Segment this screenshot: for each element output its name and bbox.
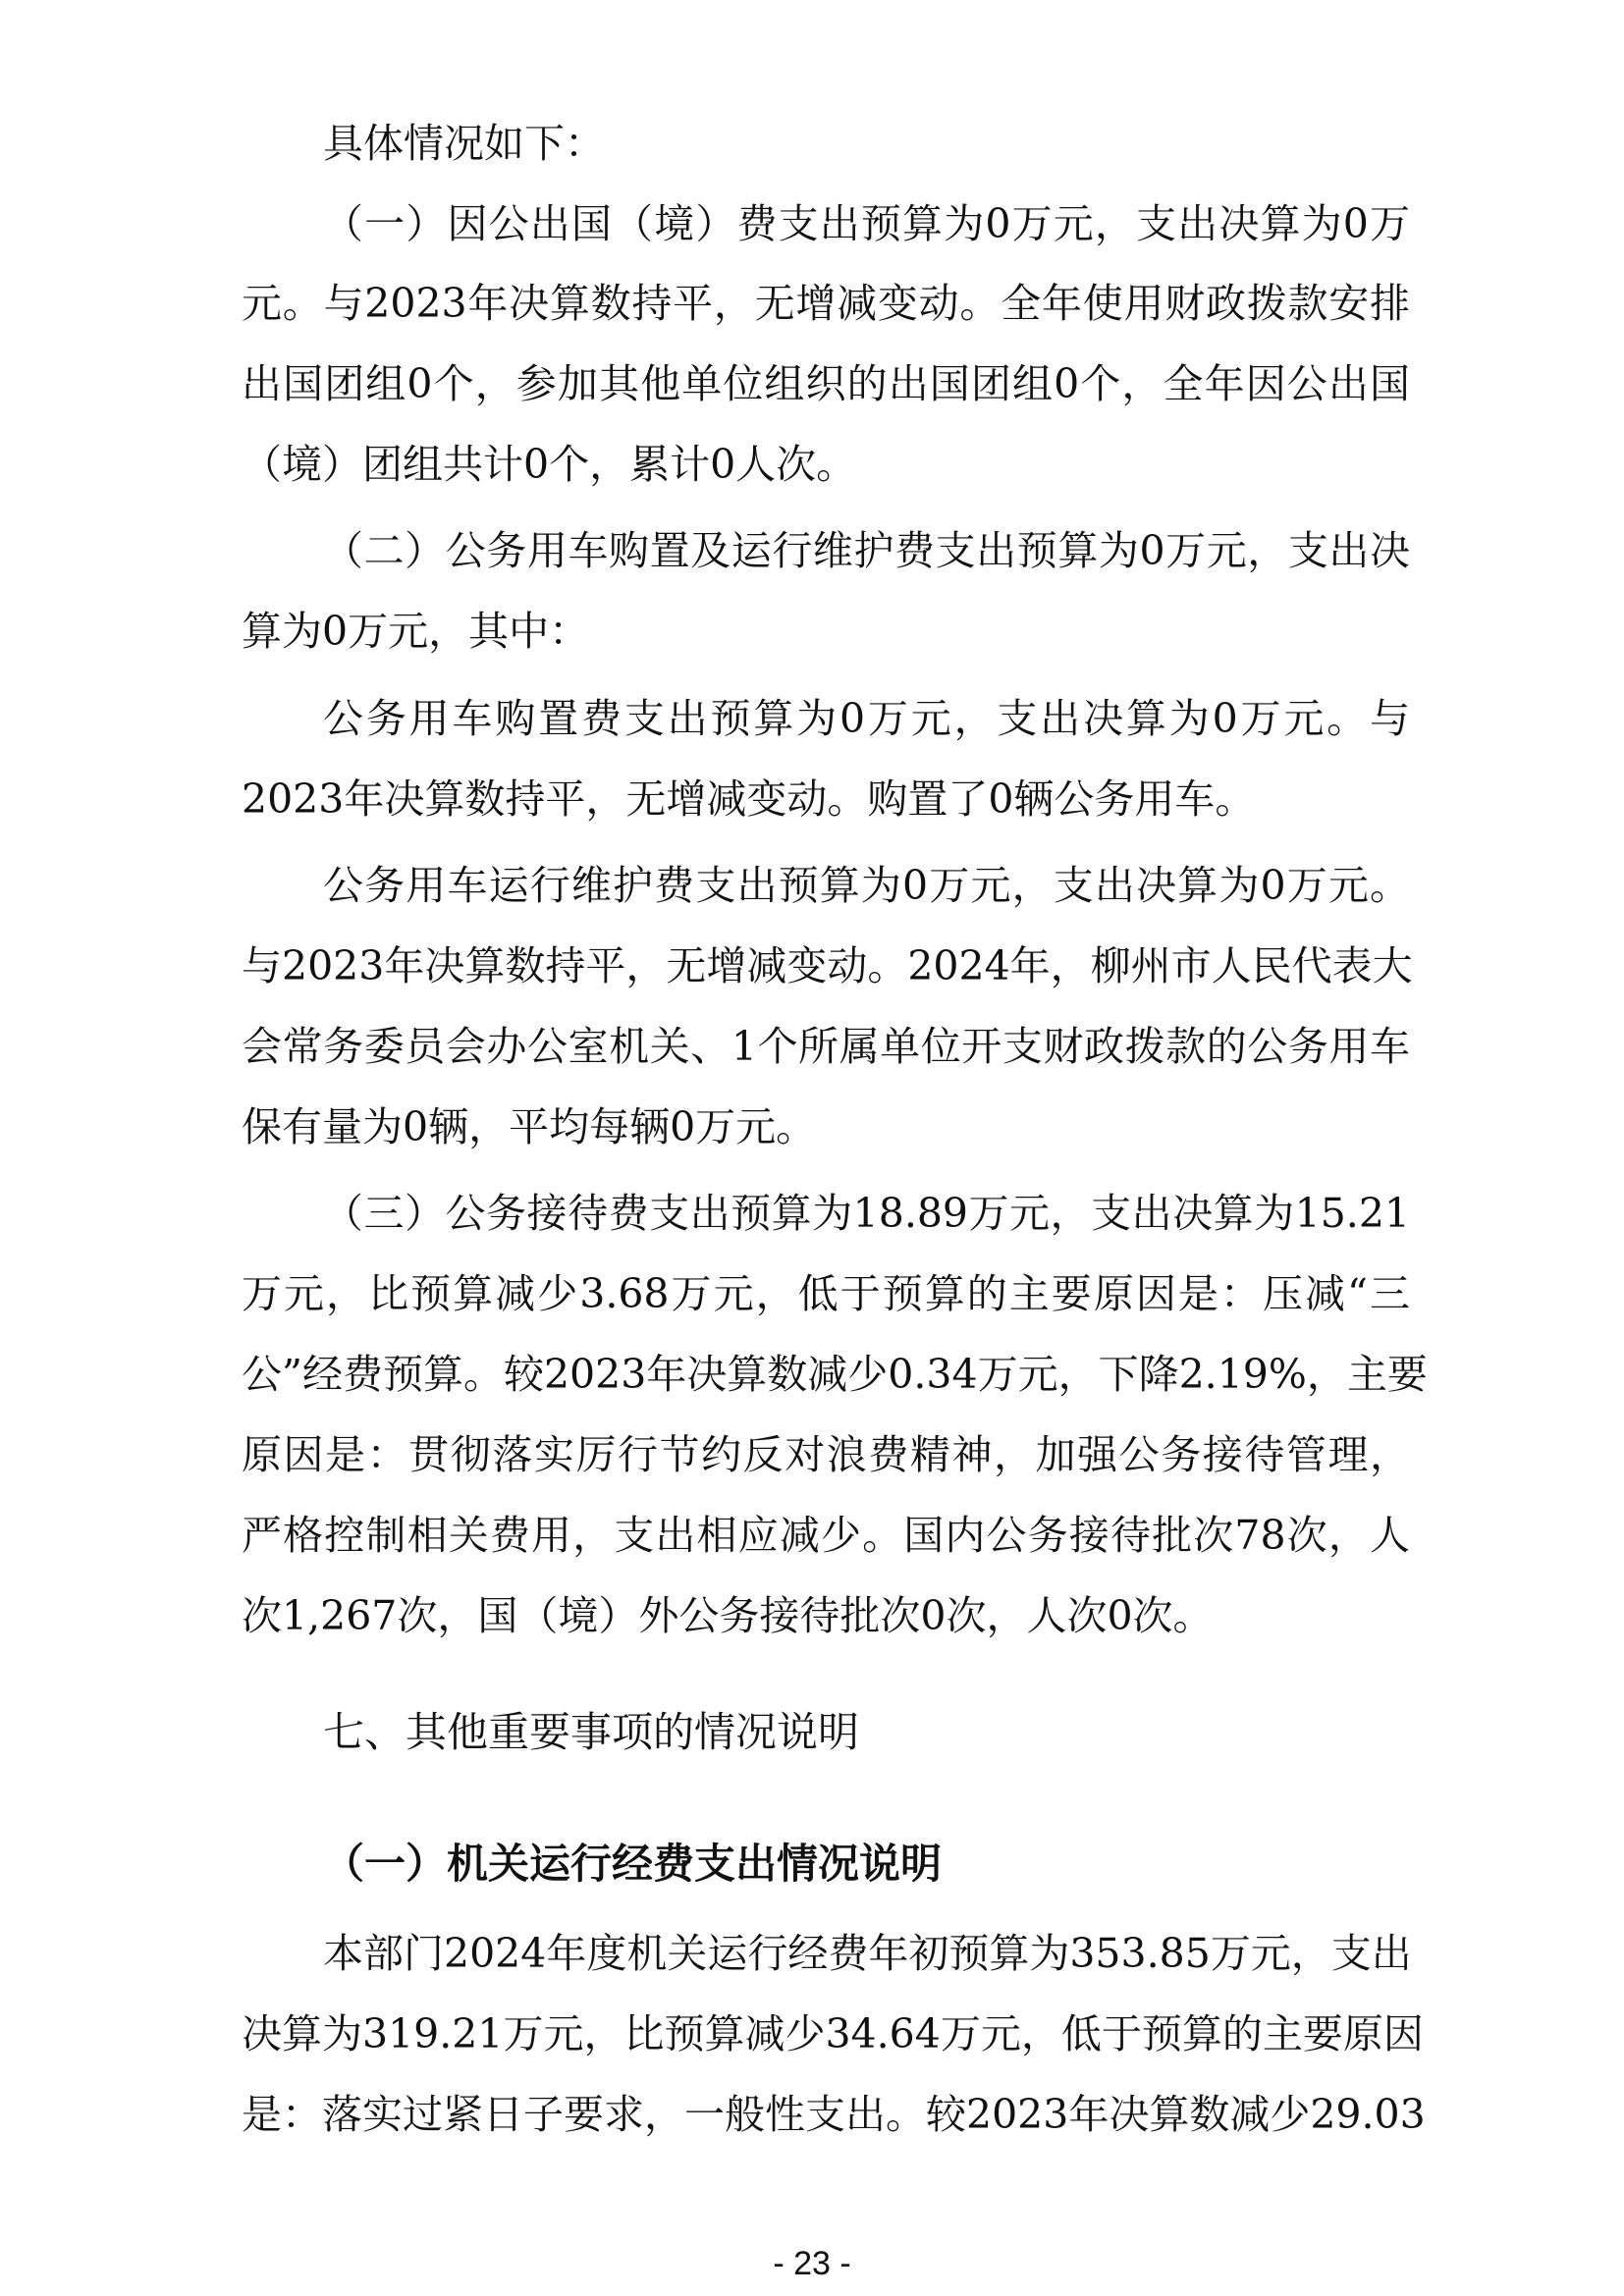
paragraph-line: （境）团组共计0个，累计0人次。 <box>242 441 857 488</box>
paragraph-line: 原因是：贯彻落实厉行节约反对浪费精神，加强公务接待管理， <box>242 1431 1410 1478</box>
section-heading: 七、其他重要事项的情况说明 <box>323 1708 860 1756</box>
paragraph-line: 出国团组0个，参加其他单位组织的出国团组0个，全年因公出国 <box>242 360 1410 407</box>
paragraph-line: 本部门2024年度机关运行经费年初预算为353.85万元，支出 <box>323 1930 1412 1977</box>
paragraph-line: 公务用车运行维护费支出预算为0万元，支出决算为0万元。 <box>323 862 1410 909</box>
paragraph-line: 决算为319.21万元，比预算减少34.64万元，低于预算的主要原因 <box>242 2010 1424 2057</box>
paragraph-line: 与2023年决算数持平，无增减变动。2024年，柳州市人民代表大 <box>242 942 1413 989</box>
paragraph-line: 公务用车购置费支出预算为0万元，支出决算为0万元。与 <box>323 695 1410 742</box>
paragraph-line: （一）因公出国（境）费支出预算为0万元，支出决算为0万 <box>323 200 1410 247</box>
paragraph-line: 保有量为0辆，平均每辆0万元。 <box>242 1103 817 1150</box>
paragraph-line: 2023年决算数持平，无增减变动。购置了0辆公务用车。 <box>242 775 1256 823</box>
paragraph-line: 严格控制相关费用，支出相应减少。国内公务接待批次78次，人 <box>242 1512 1410 1559</box>
paragraph-line: 具体情况如下： <box>323 120 605 167</box>
paragraph-line: 元。与2023年决算数持平，无增减变动。全年使用财政拨款安排 <box>242 280 1410 327</box>
paragraph-line: 是：落实过紧日子要求，一般性支出。较2023年决算数减少29.03 <box>242 2091 1426 2138</box>
subsection-heading: （一）机关运行经费支出情况说明 <box>323 1840 943 1888</box>
paragraph-line: 万元，比预算减少3.68万元，低于预算的主要原因是：压减“三 <box>242 1270 1410 1317</box>
paragraph-line: 会常务委员会办公室机关、1个所属单位开支财政拨款的公务用车 <box>242 1023 1410 1070</box>
page-number: - 23 - <box>773 2245 851 2282</box>
paragraph-line: 次1,267次，国（境）外公务接待批次0次，人次0次。 <box>242 1592 1214 1639</box>
paragraph-line: （二）公务用车购置及运行维护费支出预算为0万元，支出决 <box>323 527 1410 574</box>
paragraph-line: 公”经费预算。较2023年决算数减少0.34万元，下降2.19%，主要 <box>242 1351 1428 1398</box>
paragraph-line: （三）公务接待费支出预算为18.89万元，支出决算为15.21 <box>323 1190 1410 1237</box>
paragraph-line: 算为0万元，其中： <box>242 608 590 655</box>
